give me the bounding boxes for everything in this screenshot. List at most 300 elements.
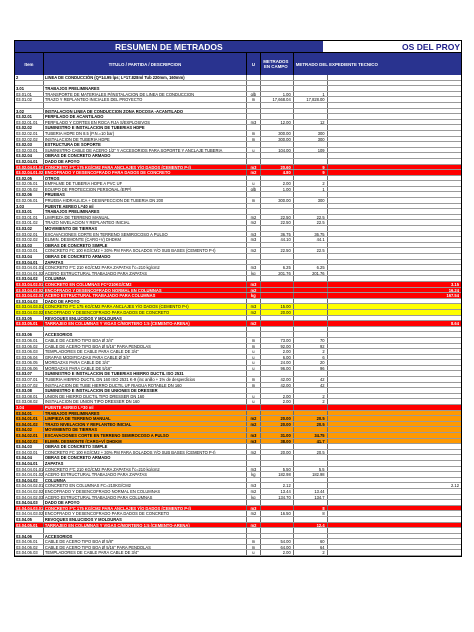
cell-field-quantity: 92.00 bbox=[261, 344, 294, 349]
cell-expediente-quantity: 109 bbox=[294, 148, 328, 153]
cell-expediente-quantity: 12 bbox=[294, 120, 328, 125]
cell-unit: m3 bbox=[247, 237, 261, 242]
cell-expediente-quantity: 44.1 bbox=[294, 237, 328, 242]
cell-item: 03.04.01.02 bbox=[15, 422, 44, 427]
cell-unit bbox=[247, 427, 261, 432]
cell-unit: m3 bbox=[247, 483, 261, 488]
cell-field-quantity: 42.00 bbox=[261, 377, 294, 382]
cell-unit bbox=[247, 125, 261, 130]
cell-extra-quantity bbox=[328, 137, 461, 142]
cell-extra-quantity bbox=[328, 416, 461, 421]
cell-unit: m bbox=[247, 545, 261, 550]
cell-field-quantity bbox=[261, 534, 294, 539]
cell-extra-quantity bbox=[328, 276, 461, 281]
cell-extra-quantity bbox=[328, 209, 461, 214]
cell-expediente-quantity bbox=[294, 209, 328, 214]
cell-description: TUBERIA HIERRO DUCTIL DN 160 ISO 2531 K-9 (inc anillo + 1% de desperdicios bbox=[44, 377, 247, 382]
cell-item bbox=[15, 103, 44, 108]
cell-field-quantity: 24.00 bbox=[261, 360, 294, 365]
cell-unit: m bbox=[247, 131, 261, 136]
cell-field-quantity bbox=[261, 293, 294, 298]
cell-expediente-quantity: 36.75 bbox=[294, 232, 328, 237]
cell-expediente-quantity: 2 bbox=[294, 550, 328, 555]
cell-extra-quantity bbox=[328, 198, 461, 203]
cell-expediente-quantity bbox=[294, 254, 328, 259]
cell-item: 03.02.05.01 bbox=[15, 181, 44, 186]
cell-field-quantity: 17,668.04 bbox=[261, 97, 294, 102]
cell-unit: m2 bbox=[247, 489, 261, 494]
cell-unit bbox=[247, 500, 261, 505]
cell-unit: glb bbox=[247, 187, 261, 192]
cell-unit: m2 bbox=[247, 416, 261, 421]
cell-field-quantity: 2.00 bbox=[261, 349, 294, 354]
cell-item: 03.03.01.01 bbox=[15, 215, 44, 220]
cell-description: ELIMIN. DESMONTE (CARG+V) DHDKM bbox=[44, 439, 247, 444]
cell-unit: m3 bbox=[247, 467, 261, 472]
cell-unit bbox=[247, 176, 261, 181]
cell-unit: m bbox=[247, 344, 261, 349]
cell-description: INSTALACION LINEA DE CONDUCCION ZONA ROCOSA -ACANTILADO bbox=[44, 109, 247, 114]
cell-description: ELIMIN. DESMONTE (CARG+V) DHDKM bbox=[44, 237, 247, 242]
cell-unit bbox=[247, 226, 261, 231]
cell-field-quantity: 44.10 bbox=[261, 237, 294, 242]
cell-field-quantity bbox=[261, 254, 294, 259]
cell-expediente-quantity bbox=[294, 528, 328, 533]
cell-expediente-quantity bbox=[294, 226, 328, 231]
cell-expediente-quantity: 70 bbox=[294, 338, 328, 343]
cell-extra-quantity bbox=[328, 517, 461, 522]
cell-unit bbox=[247, 109, 261, 114]
cell-description: CONCRETO EN COLUMNAS FC=210KG/CM2 bbox=[44, 282, 247, 287]
cell-item: 3.04 bbox=[15, 405, 44, 410]
cell-unit: u bbox=[247, 181, 261, 186]
cell-description: OBRAS DE CONCRETO ARMADO bbox=[44, 455, 247, 460]
cell-extra-quantity bbox=[328, 427, 461, 432]
cell-description: EXCAVACIONES CORTE EN TERRENO SEMIROCOSO A PULSO bbox=[44, 232, 247, 237]
cell-unit bbox=[247, 299, 261, 304]
cell-field-quantity bbox=[261, 86, 294, 91]
cell-item: 03.03.01 bbox=[15, 209, 44, 214]
cell-unit bbox=[247, 517, 261, 522]
cell-extra-quantity bbox=[328, 271, 461, 276]
cell-field-quantity bbox=[261, 109, 294, 114]
cell-extra-quantity bbox=[328, 232, 461, 237]
cell-unit bbox=[247, 528, 261, 533]
cell-unit bbox=[247, 316, 261, 321]
cell-unit bbox=[247, 444, 261, 449]
cell-item: 03.03.05.01 bbox=[15, 321, 44, 326]
cell-unit bbox=[247, 534, 261, 539]
cell-item: 3.02 bbox=[15, 109, 44, 114]
cell-item: 03.03.02.02 bbox=[15, 237, 44, 242]
cell-extra-quantity bbox=[328, 450, 461, 455]
cell-expediente-quantity: 20.5 bbox=[294, 450, 328, 455]
cell-extra-quantity bbox=[328, 506, 461, 511]
header-item: Item bbox=[15, 53, 44, 75]
cell-description bbox=[44, 103, 247, 108]
cell-unit: kg bbox=[247, 293, 261, 298]
cell-description: ZAPATAS bbox=[44, 461, 247, 466]
cell-extra-quantity bbox=[328, 243, 461, 248]
cell-item: 03.02.04.01.02 bbox=[16, 170, 44, 175]
cell-extra-quantity bbox=[328, 97, 461, 102]
cell-expediente-quantity bbox=[294, 455, 328, 460]
cell-extra-quantity bbox=[328, 394, 461, 399]
cell-unit bbox=[247, 455, 261, 460]
cell-item: 03.03.06.03 bbox=[15, 349, 44, 354]
cell-field-quantity bbox=[261, 81, 294, 86]
cell-expediente-quantity: 2 bbox=[294, 349, 328, 354]
cell-expediente-quantity: 300 bbox=[294, 137, 328, 142]
cell-expediente-quantity bbox=[294, 159, 328, 164]
cell-extra-quantity bbox=[328, 349, 461, 354]
cell-unit: m bbox=[247, 338, 261, 343]
cell-unit: m bbox=[247, 539, 261, 544]
cell-item: 03.03.08.02 bbox=[15, 399, 44, 404]
cell-description bbox=[44, 81, 247, 86]
cell-expediente-quantity bbox=[294, 299, 328, 304]
cell-expediente-quantity bbox=[294, 75, 328, 80]
cell-extra-quantity bbox=[328, 265, 461, 270]
cell-expediente-quantity bbox=[294, 461, 328, 466]
cell-unit: m bbox=[247, 383, 261, 388]
cell-extra-quantity bbox=[328, 109, 461, 114]
cell-extra-quantity bbox=[328, 237, 461, 242]
cell-description: DADO DE APOYO bbox=[44, 159, 247, 164]
cell-description: ZAPATAS bbox=[44, 260, 247, 265]
cell-expediente-quantity: 42 bbox=[294, 383, 328, 388]
cell-description: INSTALACION DE UNION TIPO DRESSER DN 160 bbox=[44, 399, 247, 404]
cell-expediente-quantity bbox=[294, 153, 328, 158]
cell-unit bbox=[247, 243, 261, 248]
cell-extra-quantity bbox=[328, 176, 461, 181]
cell-unit bbox=[247, 411, 261, 416]
cell-item: 03.03.06 bbox=[15, 332, 44, 337]
cell-expediente-quantity: 20.5 bbox=[294, 416, 328, 421]
cell-item: 03.04.06.01 bbox=[15, 539, 44, 544]
cell-extra-quantity bbox=[328, 153, 461, 158]
cell-item: 03.04.04.01.02 bbox=[16, 472, 44, 477]
cell-description: CONCRETO F'C 210 KG/CM2 PARA ZAPATAS f'c=210 kg/cm2 bbox=[44, 265, 247, 270]
cell-description: OTROS bbox=[44, 176, 247, 181]
cell-item: 03.02.04.01.01 bbox=[16, 164, 44, 170]
cell-item: 03.04.05.01 bbox=[15, 523, 44, 528]
cell-field-quantity: 182.98 bbox=[261, 472, 294, 477]
cell-item: 2 bbox=[15, 75, 44, 80]
cell-item: 03.04.04.01.01 bbox=[16, 466, 44, 472]
cell-item: 03.02.02.02 bbox=[15, 137, 44, 142]
cell-extra-quantity bbox=[328, 81, 461, 86]
title-row bbox=[14, 40, 462, 53]
cell-extra-quantity bbox=[328, 148, 461, 153]
cell-unit bbox=[247, 388, 261, 393]
cell-item: 03.03.04 bbox=[15, 254, 44, 259]
cell-item: 03.02.06 bbox=[15, 192, 44, 197]
cell-expediente-quantity bbox=[294, 321, 328, 326]
cell-description: OBRAS DE CONCRETO SIMPLE bbox=[44, 444, 247, 449]
cell-unit: m3 bbox=[247, 506, 261, 511]
cell-description: CABLE DE ACERO TIPO BOA Ø 5/16" PARA PENDOLAS bbox=[44, 545, 247, 550]
cell-field-quantity bbox=[261, 411, 294, 416]
cell-item: 03.01.02 bbox=[15, 97, 44, 102]
header-row bbox=[14, 53, 462, 75]
cell-field-quantity bbox=[261, 405, 294, 410]
cell-item: 03.02.05.02 bbox=[15, 187, 44, 192]
cell-extra-quantity bbox=[328, 192, 461, 197]
cell-unit: m2 bbox=[247, 310, 261, 315]
cell-expediente-quantity bbox=[294, 142, 328, 147]
cell-description: MOVIMIENTO DE TIERRAS bbox=[44, 427, 247, 432]
cell-item: 03.03.08.01 bbox=[15, 394, 44, 399]
cell-description: TRABAJOS PRELIMINARES bbox=[44, 411, 247, 416]
cell-extra-quantity bbox=[328, 125, 461, 130]
cell-item: 03.03.07.01 bbox=[15, 377, 44, 382]
cell-item: 03.03.04.02.03 bbox=[16, 293, 44, 298]
cell-expediente-quantity: 60 bbox=[294, 539, 328, 544]
cell-item: 03.04.06 bbox=[15, 534, 44, 539]
cell-item: 03.03.03.01 bbox=[15, 248, 44, 253]
cell-field-quantity: 2.00 bbox=[261, 550, 294, 555]
cell-description: DADO DE APOYO bbox=[44, 500, 247, 505]
cell-item: 03.03.07.02 bbox=[15, 383, 44, 388]
cell-description: TRAZO NIVELACION Y REPLANTEO INICIAL bbox=[44, 422, 247, 427]
cell-description: TARRAJEO EN COLUMNAS Y VIGAS C/MORTERO 1:5 (CEMENTO-ARENA) bbox=[44, 523, 247, 528]
cell-field-quantity bbox=[261, 327, 294, 332]
cell-item: 03.04.03 bbox=[15, 444, 44, 449]
cell-description: CONCRETO F'C 210 KG/CM2 PARA ZAPATAS f'c=210 kg/cm2 bbox=[44, 467, 247, 472]
cell-unit: kg bbox=[247, 271, 261, 276]
cell-expediente-quantity: 6 bbox=[294, 355, 328, 360]
cell-expediente-quantity bbox=[294, 276, 328, 281]
cell-extra-quantity bbox=[328, 366, 461, 371]
cell-unit: u bbox=[247, 148, 261, 153]
cell-expediente-quantity: 12.4 bbox=[294, 523, 328, 528]
cell-description: OBRAS DE CONCRETO ARMADO bbox=[44, 153, 247, 158]
cell-expediente-quantity: 201.76 bbox=[294, 271, 328, 276]
cell-item: 03.04.04.03 bbox=[15, 500, 44, 505]
cell-item: 03.04.02 bbox=[15, 427, 44, 432]
cell-unit: m2 bbox=[247, 511, 261, 516]
cell-item: 03.04.02.01 bbox=[15, 433, 44, 438]
cell-description: GRAPAS MODIFICADAS PARA CABLE Ø 3/4" bbox=[44, 355, 247, 360]
cell-description: SUMINISTRO CABLE DE ACERO 1/2" Y ACCESORIOS PARA SOPORTE Y ANCLAJE TUBERIA bbox=[44, 148, 247, 153]
cell-description: CABLE DE ACERO TIPO BOA Ø 5/8" bbox=[44, 539, 247, 544]
cell-unit bbox=[247, 159, 261, 164]
cell-description: TEMPLADORES DE CABLE PARA CABLE DE 3/4" bbox=[44, 349, 247, 354]
cell-unit bbox=[247, 209, 261, 214]
cell-item: 03.02.02 bbox=[15, 125, 44, 130]
cell-expediente-quantity bbox=[294, 534, 328, 539]
cell-field-quantity bbox=[261, 388, 294, 393]
cell-item bbox=[15, 528, 44, 533]
cell-unit bbox=[247, 86, 261, 91]
cell-unit bbox=[247, 405, 261, 410]
cell-item: 03.04.04.03.01 bbox=[16, 505, 44, 511]
cell-unit: m2 bbox=[247, 450, 261, 455]
cell-item: 03.02.04.01 bbox=[15, 159, 44, 164]
cell-expediente-quantity: 22.5 bbox=[294, 215, 328, 220]
cell-item: 03.04.06.03 bbox=[15, 550, 44, 555]
cell-field-quantity bbox=[261, 506, 294, 511]
cell-extra-quantity bbox=[328, 220, 461, 225]
cell-description: OBRAS DE CONCRETO ARMADO bbox=[44, 254, 247, 259]
cell-expediente-quantity: 8 bbox=[294, 506, 328, 511]
cell-field-quantity: 16.50 bbox=[261, 511, 294, 516]
cell-extra-quantity bbox=[328, 159, 461, 164]
cell-extra-quantity bbox=[328, 439, 461, 444]
cell-expediente-quantity bbox=[294, 293, 328, 298]
cell-description: CABLE DE ACERO TIPO BOA Ø 5/16" PARA PENDOLAS bbox=[44, 344, 247, 349]
cell-field-quantity: 6.00 bbox=[261, 355, 294, 360]
cell-description: LINEA DE CONDUCCIÓN (Q=14.95 lps; L=17.828ml Tub 220mm, 160mm) bbox=[44, 75, 247, 80]
cell-extra-quantity bbox=[328, 248, 461, 253]
cell-item: 03.03.04.01 bbox=[15, 260, 44, 265]
cell-description: PERFILADO Y CORTES EN ROCA FIJA S/EXPLOSIVOS bbox=[44, 120, 247, 125]
cell-item: 03.03.02 bbox=[15, 226, 44, 231]
cell-description: PERFILADO DE ACANTILADO bbox=[44, 114, 247, 119]
cell-extra-quantity bbox=[328, 338, 461, 343]
cell-extra-quantity bbox=[328, 550, 461, 555]
cell-field-quantity: 300.00 bbox=[261, 198, 294, 203]
cell-unit: u bbox=[247, 360, 261, 365]
cell-item: 03.03.04.03.02 bbox=[16, 309, 44, 315]
cell-extra-quantity bbox=[328, 181, 461, 186]
cell-item: 03.04.04.02.03 bbox=[16, 494, 44, 500]
cell-unit bbox=[247, 461, 261, 466]
cell-unit bbox=[247, 81, 261, 86]
cell-extra-quantity bbox=[328, 304, 461, 309]
sheet-title-overflow: OS DEL PROY bbox=[323, 41, 461, 52]
cell-extra-quantity bbox=[328, 422, 461, 427]
cell-field-quantity: 2.00 bbox=[261, 399, 294, 404]
cell-extra-quantity bbox=[328, 75, 461, 80]
cell-item: 03.02.03.01 bbox=[15, 148, 44, 153]
cell-item: 03.02.04 bbox=[15, 153, 44, 158]
cell-description: TRABAJOS PRELIMINARES bbox=[44, 209, 247, 214]
cell-item: 3.03 bbox=[15, 204, 44, 209]
cell-description: COLUMNA bbox=[44, 276, 247, 281]
cell-extra-quantity bbox=[328, 371, 461, 376]
cell-expediente-quantity bbox=[294, 125, 328, 130]
cell-description: COLUMNA bbox=[44, 478, 247, 483]
cell-description: ENCOFRADO Y DESENCOFRADO PARA DADOS DE CONCRETO bbox=[44, 170, 247, 175]
cell-description: SUMINISTRO E INSTALACION DE UNIONES DE DRESSER bbox=[44, 388, 247, 393]
cell-item: 03.02.01.01 bbox=[15, 120, 44, 125]
cell-description: SUMINISTRO E INSTALACION DE TUBERIAS HIERRO DUCTIL ISO 2531 bbox=[44, 371, 247, 376]
cell-field-quantity bbox=[261, 243, 294, 248]
cell-field-quantity: 12.00 bbox=[261, 120, 294, 125]
cell-unit: m bbox=[247, 137, 261, 142]
cell-field-quantity bbox=[261, 153, 294, 158]
cell-unit: u bbox=[247, 355, 261, 360]
cell-expediente-quantity bbox=[294, 500, 328, 505]
cell-field-quantity bbox=[261, 176, 294, 181]
cell-description: TRAZO Y REPLANTEO INICIALES DEL PROYECTO bbox=[44, 97, 247, 102]
cell-field-quantity bbox=[261, 114, 294, 119]
cell-expediente-quantity bbox=[294, 388, 328, 393]
cell-field-quantity bbox=[261, 103, 294, 108]
cell-unit bbox=[247, 478, 261, 483]
cell-extra-quantity: 2.12 bbox=[451, 483, 459, 488]
cell-expediente-quantity bbox=[294, 204, 328, 209]
cell-extra-quantity bbox=[328, 523, 461, 528]
cell-field-quantity: 2.00 bbox=[261, 181, 294, 186]
cell-expediente-quantity bbox=[294, 371, 328, 376]
cell-description: ACCESORIOS bbox=[44, 534, 247, 539]
cell-unit: m2 bbox=[247, 248, 261, 253]
cell-item: 03.04.01.01 bbox=[15, 416, 44, 421]
cell-description bbox=[44, 327, 247, 332]
cell-field-quantity bbox=[261, 192, 294, 197]
cell-field-quantity: 1.00 bbox=[261, 187, 294, 192]
cell-expediente-quantity: 1 bbox=[294, 187, 328, 192]
cell-unit bbox=[247, 75, 261, 80]
cell-item: 03.03.08 bbox=[15, 388, 44, 393]
cell-expediente-quantity bbox=[294, 103, 328, 108]
cell-unit: m3 bbox=[247, 165, 261, 170]
cell-item: 03.03.01.02 bbox=[15, 220, 44, 225]
cell-field-quantity: 22.50 bbox=[261, 215, 294, 220]
cell-unit: u bbox=[247, 349, 261, 354]
cell-item: 03.04.04.03.02 bbox=[16, 511, 44, 516]
cell-description: EQUIPO DE PROTECCION PERSONAL (EPP) bbox=[44, 187, 247, 192]
cell-description: TRABAJOS PRELIMINARES bbox=[44, 86, 247, 91]
cell-unit bbox=[247, 254, 261, 259]
cell-item: 03.04.04.02.02 bbox=[16, 488, 44, 494]
cell-expediente-quantity bbox=[294, 310, 328, 315]
cell-unit bbox=[247, 276, 261, 281]
cell-description: MOVIMIENTO DE TIERRAS bbox=[44, 226, 247, 231]
cell-item: 03.03.06.02 bbox=[15, 344, 44, 349]
cell-field-quantity bbox=[261, 288, 294, 293]
cell-extra-quantity bbox=[328, 310, 461, 315]
cell-expediente-quantity: 34.75 bbox=[294, 433, 328, 438]
cell-unit bbox=[247, 332, 261, 337]
cell-unit bbox=[247, 192, 261, 197]
cell-field-quantity bbox=[261, 299, 294, 304]
cell-unit bbox=[247, 153, 261, 158]
cell-unit: m2 bbox=[247, 523, 261, 528]
cell-unit: m bbox=[247, 97, 261, 102]
cell-unit: u bbox=[247, 399, 261, 404]
cell-expediente-quantity: 2 bbox=[294, 181, 328, 186]
cell-field-quantity bbox=[261, 321, 294, 326]
cell-item: 03.03.04.01.01 bbox=[16, 265, 44, 270]
cell-expediente-quantity: 20 bbox=[294, 360, 328, 365]
cell-item: 03.03.04.01.02 bbox=[16, 270, 44, 276]
cell-extra-quantity bbox=[328, 388, 461, 393]
cell-description: TUBERIA HDPE DN 8.5 (P.N.=10 bar) bbox=[44, 131, 247, 136]
cell-description: INSTALACION DE TUBERIA HDPE bbox=[44, 137, 247, 142]
cell-description: SUMINISTRO E INSTALACION DE TUBERIAS HDPE bbox=[44, 125, 247, 130]
cell-unit: m bbox=[247, 377, 261, 382]
cell-expediente-quantity bbox=[294, 192, 328, 197]
cell-item: 03.04.04.02 bbox=[15, 478, 44, 483]
cell-description: MORDAZAS PARA CABLE DE 5/16" bbox=[44, 366, 247, 371]
header-description: TITULO / PARTIDA / DESCRIPCION bbox=[44, 53, 247, 75]
cell-expediente-quantity: 22.5 bbox=[294, 220, 328, 225]
header-unit: U bbox=[247, 53, 261, 75]
cell-field-quantity: 36.75 bbox=[261, 232, 294, 237]
cell-description: OBRAS DE CONCRETO SIMPLE bbox=[44, 243, 247, 248]
cell-field-quantity: 31.00 bbox=[261, 433, 294, 438]
cell-extra-quantity bbox=[328, 472, 461, 477]
cell-field-quantity: 104.00 bbox=[261, 148, 294, 153]
cell-field-quantity: 2.12 bbox=[261, 483, 294, 488]
cell-extra-quantity bbox=[328, 433, 461, 438]
cell-expediente-quantity: 300 bbox=[294, 131, 328, 136]
cell-description: ACERO ESTRUCTURAL TRABAJADO PARA ZAPATAS bbox=[44, 271, 247, 276]
